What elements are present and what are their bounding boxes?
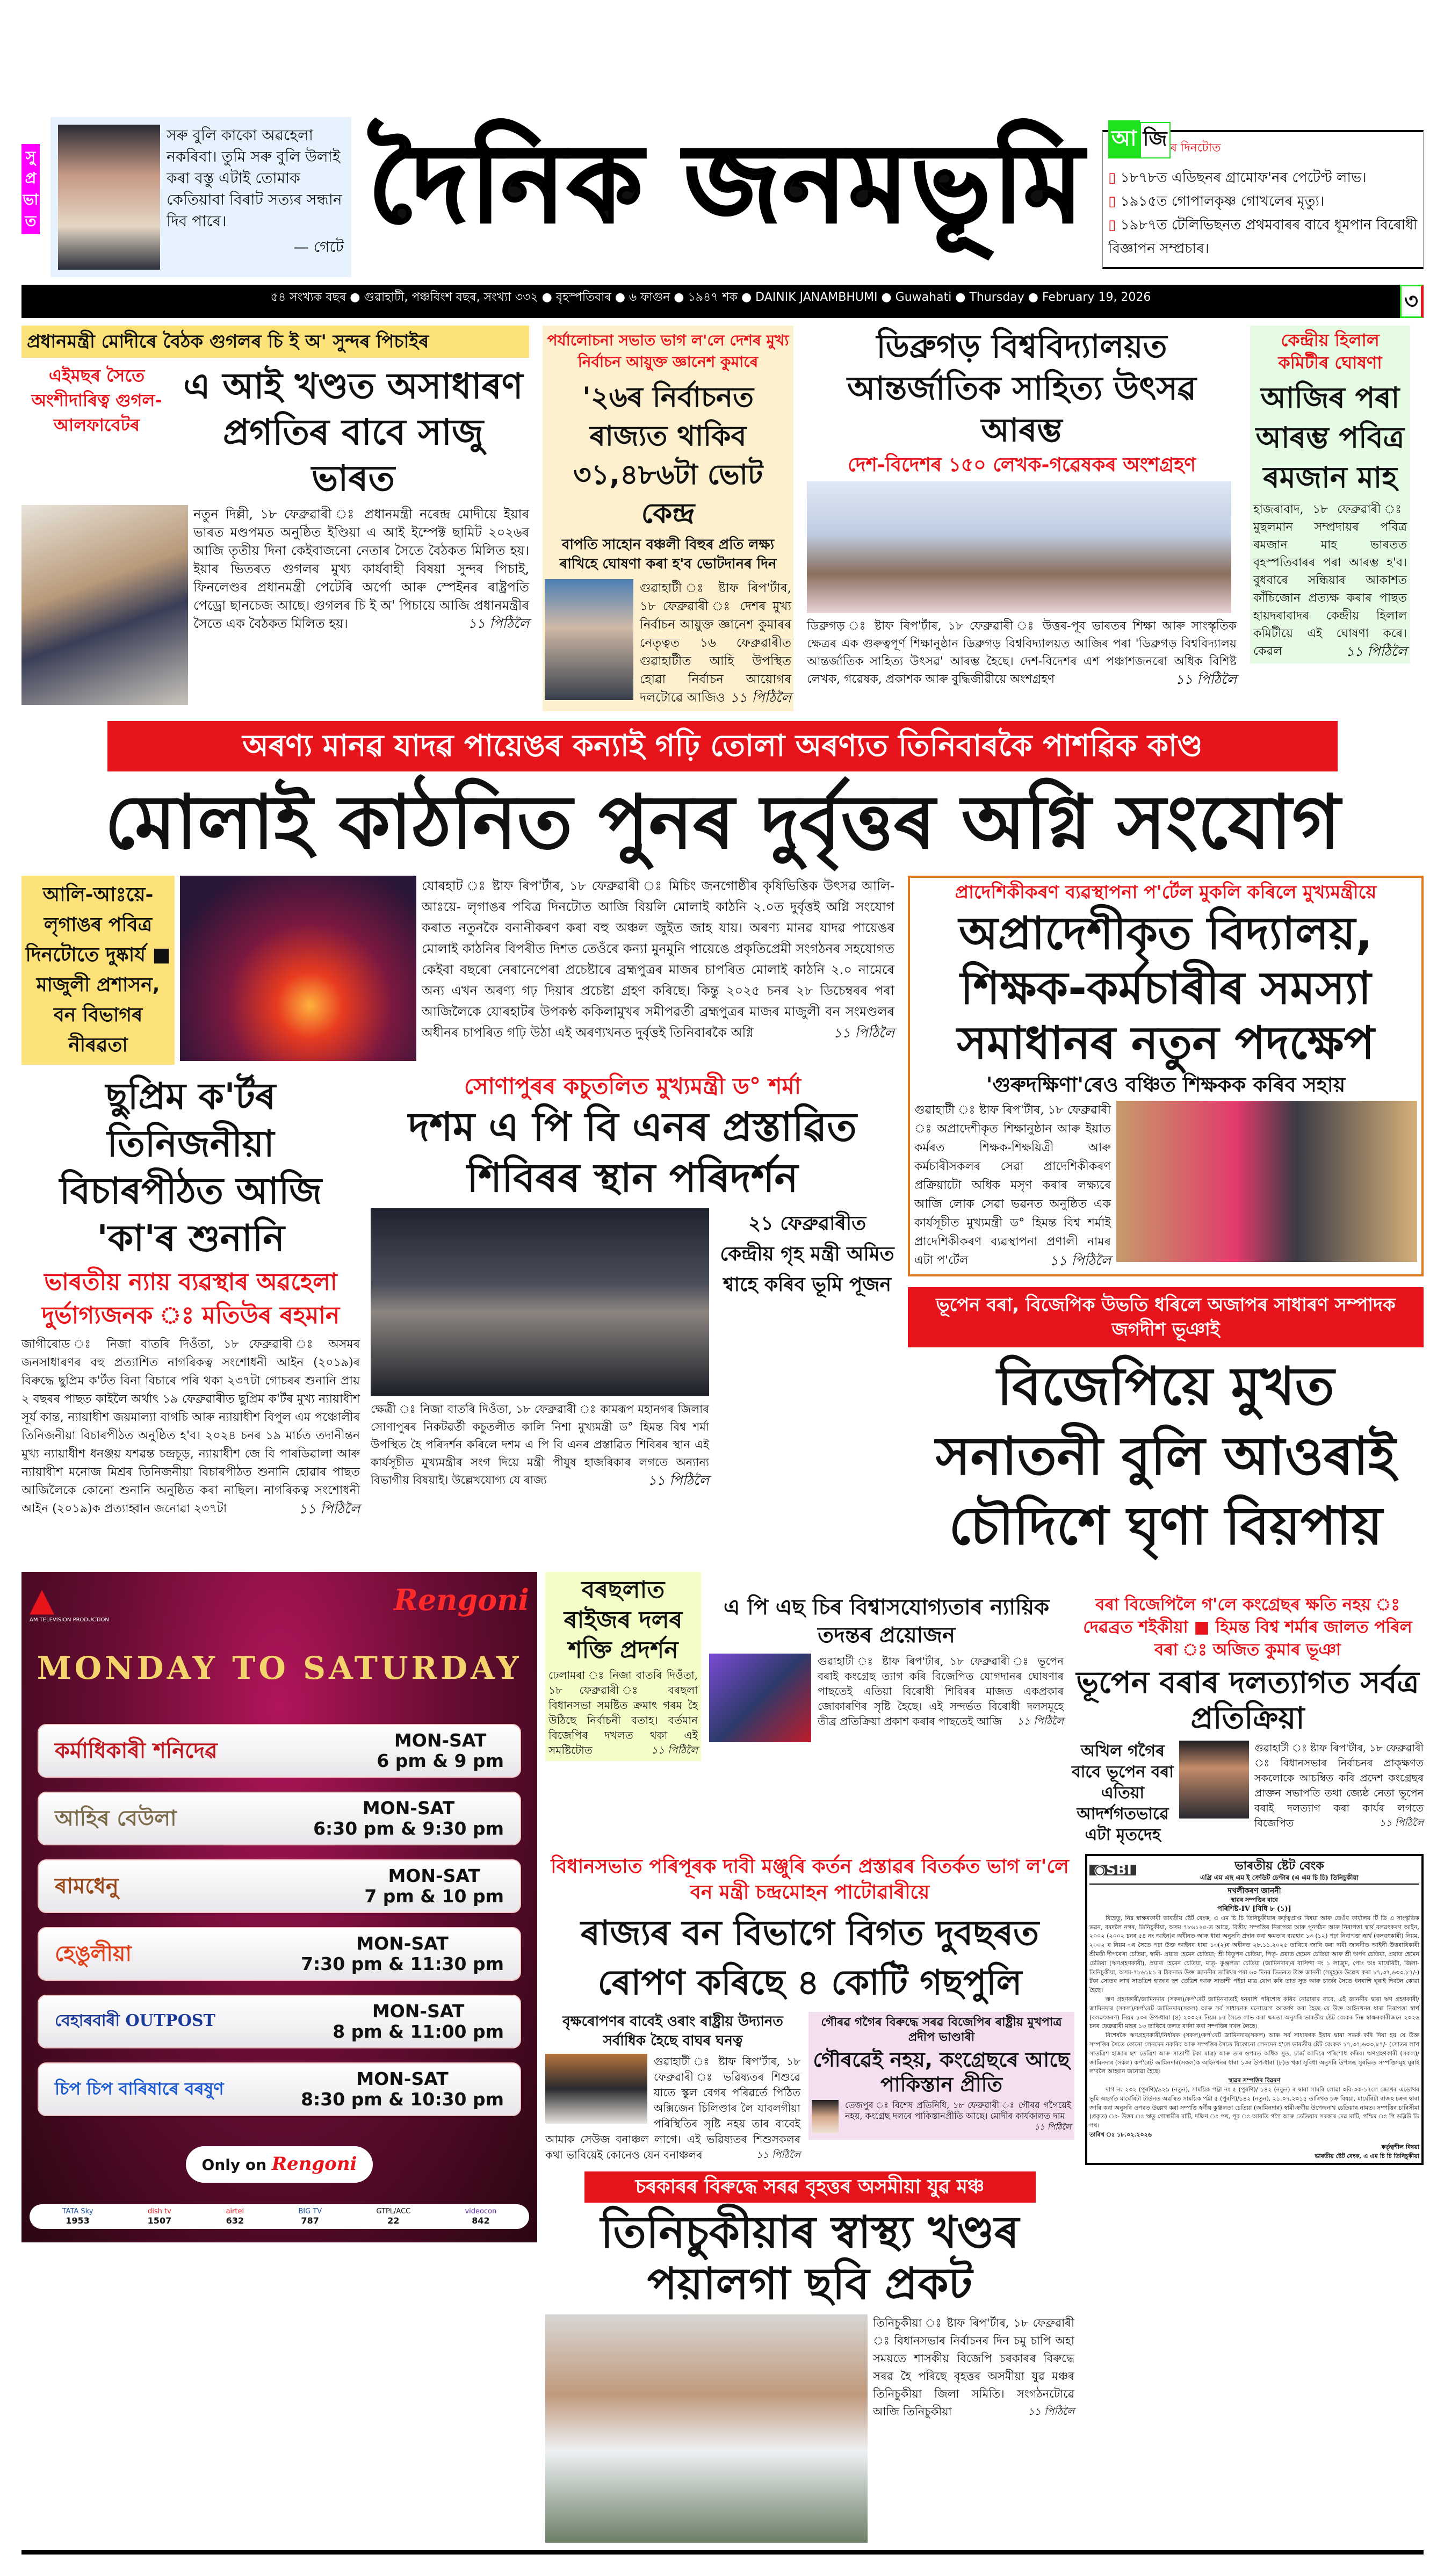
apbn-story <box>371 1073 894 1489</box>
channel <box>298 2207 322 2226</box>
show-logo: চিপ চিপ বাৰিষাৰে বৰষুণ <box>55 2079 224 2099</box>
goethe-portrait <box>58 125 160 270</box>
show-schedule <box>301 2069 504 2110</box>
header <box>21 117 1424 277</box>
apsc-body <box>709 1654 1064 1745</box>
only-on-text: Only on <box>201 2155 267 2174</box>
sbi-branch: এগ্ৰি এম এছ এম ই ক্ৰেডিট চেণ্টাৰ (এ এম চি চি) তিনিচুকীয়া <box>1200 1873 1359 1881</box>
quote-author: — গেটে <box>293 238 344 256</box>
rengoni-ad[interactable] <box>21 1572 537 2242</box>
show-time: 6 pm & 9 pm <box>377 1750 504 1771</box>
continued-link[interactable]: ১১ পিঠিলৈ <box>1017 1715 1064 1727</box>
election-sub: বাপতি সাহোন বঞ্চলী বিহুৰ প্ৰতি লক্ষ্য ৰাখিহে ঘোষণা কৰা হ'ব ভোটদানৰ দিন <box>559 537 777 572</box>
election-kicker: পৰ্যালোচনা সভাত ভাগ ল'লে দেশৰ মুখ্য নিৰ্বাচন আয়ুক্ত জ্ঞানেশ কুমাৰে <box>547 331 789 371</box>
channel <box>376 2207 410 2226</box>
greeting-label <box>21 144 40 234</box>
channel <box>465 2207 496 2226</box>
dibrugarh-body <box>807 617 1237 688</box>
apbn-kicker: সোণাপুৰৰ কচুতলিত মুখ্যমন্ত্ৰী ড° শৰ্মা <box>464 1073 801 1099</box>
notice-para: ঋণ গ্ৰহণকাৰী/জামিনদাৰ (সকল)/কৰ্প'ৰেট জামিনদাতাই ধনৰাশি পৰিশোধ কৰিব নোৱাৰাৰ বাবে, এই জাননীৰ দ্বাৰা ঋণ গ্ৰহণকাৰী/জামিনদাৰ (সকল)/কৰ্প'ৰেট জামিনদাৰ(সকল) আৰু সৰ্ব সাধাৰণক মনোযোগ আকৰ্ষণ কৰা হৈছে যে উক্ত আইনখনৰ ধাৰা নিৰাপত্তা স্বাৰ্থ (বলৱৎকৰণ) নিয়ম ১৩ৰ উপ-ধাৰা (৪) ২০০২ৰ নিয়ম ৮ৰ সৈতে লাভ কৰা ক্ষমতা অনুসৰি ভাৰতীয় ষ্টেট বেংকৰ নিম্ন স্বাক্ষৰকাৰীজনে ২০২৬ চনৰ ফেব্ৰুৱাৰী মাহৰ ১৩ তাৰিখে তলত বৰ্ণনা কৰা সম্পত্তিৰ দখল লৈছে। <box>1089 1995 1419 2030</box>
continued-link[interactable]: ১১ পিঠিলৈ <box>298 1501 360 1517</box>
row-3 <box>21 1572 1424 2543</box>
channel <box>148 2207 172 2226</box>
dibrugarh-story <box>807 326 1237 688</box>
channel <box>226 2207 244 2226</box>
apbn-body-text: ক্ষেত্ৰী ঃ নিজা বাতৰি দিওঁতা, ১৮ ফেব্ৰুৱাৰী ঃ কামৰূপ মহানগৰ জিলাৰ সোণাপুৰৰ নিকটৱৰ্তী কচুতলীত কালি নিশা মুখ্যমন্ত্ৰী ড° হিমন্ত বিশ্ব শৰ্মা উপস্থিত হৈ পৰিদৰ্শন কৰিলে দশম এ পি বি এনৰ প্ৰস্তাৱিত শিবিৰৰ স্থান এই কাৰ্যসূচীত মুখ্যমন্ত্ৰীৰ সংগ দিয়ে মন্ত্ৰী পীযুষ হাজৰিকাৰ লগতে অন্যান্য বিভাগীয় বিষয়াই। উল্লেখযোগ্য যে ৰাজ্য <box>371 1403 709 1487</box>
channel-name: BIG TV <box>298 2207 322 2216</box>
sbi-keyhole-icon: ◉ <box>1094 1861 1106 1878</box>
channel-number: 842 <box>472 2215 490 2226</box>
sbi-notice <box>1085 1854 1424 2166</box>
channel <box>62 2207 93 2226</box>
ramzan-kicker: কেন্দ্ৰীয় হিলাল কমিটীৰ ঘোষণা <box>1278 330 1382 373</box>
bhupen-body-text: গুৱাহাটী ঃ ষ্টাফ ৰিপ'ৰ্টাৰ, ১৮ ফেব্ৰুৱাৰী ঃ বিধানসভাৰ নিৰ্বাচনৰ প্ৰাক্‌ক্ষণত সকলোকে আচম্বিত কৰি প্ৰদেশ কংগ্ৰেছৰ প্ৰাক্তন সভাপতি তথা জ্যেষ্ঠ নেতা ভূপেন বৰাই দলত্যাগ কৰা কাৰ্যৰ লগতে বিজেপিত <box>1254 1742 1424 1829</box>
borchola-body <box>548 1668 698 1758</box>
show-logo: বেহাৰবাৰী OUTPOST <box>55 2011 215 2031</box>
dibrugarh-headline: ডিব্ৰুগড় বিশ্ববিদ্যালয়ত আন্তৰ্জাতিক সাহিত্য উৎসৱ আৰম্ভ <box>847 328 1197 449</box>
forest-kicker: বিধানসভাত পৰিপূৰক দাবী মঞ্জুৰি কৰ্তন প্ৰস্তাৱৰ বিতৰ্কত ভাগ ল'লে বন মন্ত্ৰী চন্দ্ৰমোহন পাটোৱাৰীয়ে <box>551 1855 1069 1903</box>
show-row[interactable] <box>38 1995 521 2048</box>
bhupen-headline: ভূপেন বৰাৰ দলত্যাগত সৰ্বত্ৰ প্ৰতিক্ৰিয়া <box>1076 1665 1419 1736</box>
today-title-a: আ <box>1108 120 1140 158</box>
molai-body-text: যোৰহাট ঃ ষ্টাফ ৰিপ'ৰ্টাৰ, ১৮ ফেব্ৰুৱাৰী ঃ মিচিং জনগোষ্ঠীৰ কৃষিভিত্তিক উৎসৱ আলি-আঃয়ে- লৃগাঙৰ পবিত্ৰ দিনটোত আজি বিয়লি মোলাই কাঠনি ২.০ত দুৰ্বৃত্তই অগ্নি সংযোগ কৰাত নতুনকৈ বনানীকৰণ কৰা বহু অঞ্চল জুইত জাহ যায়। অৰণ্য মানৱ যাদৱ পায়েঙৰ মোলাই কাঠনিৰ বিপৰীত দিশত তেওঁৰে কন্যা মুনমুনি পায়েঙে প্ৰকৃতিপ্ৰেমী সংগঠনৰ সহযোগত কেইবা বছৰো নেৰানেপেৰা প্ৰচেষ্টাৰে ব্ৰহ্মপুত্ৰৰ মাজৰ চাপৰিত মোলাই কাঠনি ২.০ নামেৰে অন্য এখন অৰণ্য গঢ় দিয়াৰ প্ৰচেষ্টা গ্ৰহণ কৰিছে। কিন্তু ২০২৫ চনৰ ২৮ ডিচেম্বৰৰ পৰা আজিলৈকে যোৰহাটৰ উপকণ্ঠ ককিলামুখৰ সমীপৱৰ্তী ব্ৰহ্মপুত্ৰৰ মাজৰ মাজুলী বন সংমণ্ডলৰ অধীনৰ চাপৰিত গঢ়ি উঠা এই অৰণ্যখনত দুৰ্বৃত্তই তিনিবাৰকৈ অগ্নি <box>422 878 894 1040</box>
continued-link[interactable]: ১১ পিঠিলৈ <box>1028 2405 1074 2418</box>
forest-body <box>545 2054 800 2163</box>
dibrugarh-body-text: ডিব্ৰুগড় ঃ ষ্টাফ ৰিপ'ৰ্টাৰ, ১৮ ফেব্ৰুৱাৰী ঃ উত্তৰ-পূব ভাৰতৰ শিক্ষা আৰু সাংস্কৃতিক ক্ষেত্ৰৰ এক গুৰুত্বপূৰ্ণ শিক্ষানুষ্ঠান ডিব্ৰুগড় বিশ্ববিদ্যালয়ত আজিৰ পৰা 'ডিব্ৰুগড় বিশ্ববিদ্যালয় আন্তৰ্জাতিক সাহিত্য উৎসৱ' আৰম্ভ হৈছে। দেশ-বিদেশৰ এশ পঞ্চাশজনৰো অধিক বিশিষ্ট লেখক, গৱেষক, প্ৰকাশক আৰু বুদ্ধিজীৱীয়ে অংশগ্ৰহণ <box>807 619 1237 687</box>
today-item <box>1108 213 1418 261</box>
show-row[interactable] <box>38 2062 521 2116</box>
show-schedule <box>377 1730 504 1771</box>
today-item <box>1108 190 1418 213</box>
continued-link[interactable]: ১১ পিঠিলৈ <box>647 1473 709 1489</box>
row-2 <box>21 876 1424 1561</box>
bullet-icon: ▯ <box>1108 193 1121 210</box>
show-time: 6:30 pm & 9:30 pm <box>313 1817 504 1839</box>
ai-body <box>193 505 529 633</box>
pms-body-text: গুৱাহাটী ঃ ষ্টাফ ৰিপ'ৰ্টাৰ, ১৮ ফেব্ৰুৱাৰী ঃ অপ্ৰাদেশীকৃত শিক্ষানুষ্ঠান আৰু ইয়াত কৰ্মৰত শিক্ষক-শিক্ষয়িত্ৰী আৰু কৰ্মচাৰীসকলৰ সেৱা প্ৰাদেশিকীকৰণ প্ৰক্ৰিয়াটো অধিক মসৃণ কৰাৰ লক্ষ্যৰে আজি লোক সেৱা ভৱনত অনুষ্ঠিত এক কাৰ্যসূচীত মুখ্যমন্ত্ৰী ড° হিমন্ত বিশ্ব শৰ্মাই প্ৰাদেশিকীকৰণ ব্যৱস্থাপনা প্ৰণালী নামৰ এটা প'ৰ্টেল <box>914 1103 1111 1267</box>
signatory-title: কৰ্তৃত্বশীল বিষয়া <box>1381 2143 1419 2151</box>
borchola-headline: বৰছলাত ৰাইজৰ দলৰ শক্তি প্ৰদৰ্শন <box>564 1576 683 1664</box>
sc-sub: ভাৰতীয় ন্যায় ব্যৱস্থাৰ অৱহেলা দুৰ্ভাগ্যজনক ঃ মতিউৰ ৰহমান <box>41 1268 340 1329</box>
show-time: 8:30 pm & 10:30 pm <box>301 2088 504 2110</box>
election-body-text: গুৱাহাটী ঃ ষ্টাফ ৰিপ'ৰ্টাৰ, ১৮ ফেব্ৰুৱাৰী ঃ দেশৰ মুখ্য নিৰ্বাচন আয়ুক্ত জ্ঞানেশ কুমাৰৰ নেতৃত্বত ১৬ ফেব্ৰুৱাৰীত গুৱাহাটীত আহি উপস্থিত হোৱা নিৰ্বাচন আয়োগৰ দলটোৱে আজিও <box>640 581 791 705</box>
property-description: দাগ নং ২৩২ (পুৰণি)/৯২৯ (নতুন), সাময়িক পট্টা নং ৫ (পুৰণি)/ ১৪২ (নতুন) ৰ দ্বাৰা সামৰি লোৱা ০বি-৩ক-১৭লে জোখৰ এডোখৰ ভূমি অন্তৰ্গত মাৰ্ঘেৰিটা টাউনত অৱস্থিত সাময়িক পট্টা ৫ (পুৰণি)/১৪২ (নতুন), ২১.০৭.২০১৫ তাৰিখত চক্ৰ বিষয়া, মাৰ্ঘেৰিটা ৰাজহ চক্ৰৰ দ্বাৰা জাৰি কৰা অনুসৰি ওপৰত উল্লেখ কৰা সম্পত্তি স্বৰ্গীয় কুঞ্জলতা চেতিয়া (জামিনদাৰ) স্বামী-স্বৰ্গীয় উপেন্দ্ৰনাথ চেতিয়াৰ নামত। সম্পত্তিৰ চাৰিসীমা (প্ৰকৃত) ঃ- উত্তৰ ঃ ঋতু গোস্বামীৰ মাটি, দক্ষিণ ঃ পথ, পূব ঃ আৰতি গগৈ আৰু তেতিয়াৰ সৰকাৰ দেৱ মাটি, পশ্চিম ঃ পি ডব্লিউ ডি পথ। <box>1089 2086 1419 2130</box>
continued-link[interactable]: ১১ পিঠিলৈ <box>1379 1817 1424 1829</box>
ad-title: MONDAY TO SATURDAY <box>37 1649 522 1686</box>
channel-number: 22 <box>387 2215 400 2226</box>
show-days: MON-SAT <box>356 1932 449 1954</box>
ramzan-body-text: হাজৰাবাদ, ১৮ ফেব্ৰুৱাৰী ঃ মুছলমান সম্প্ৰদায়ৰ পবিত্ৰ ৰমজান মাহ ভাৰতত বৃহস্পতিবাৰৰ পৰা আৰম্ভ হ'ব। বুধবাৰে সন্ধিয়াৰ আকাশত কাঁচিজোন প্ৰত্যক্ষ কৰাৰ পাছত হায়দৰাবাদৰ কেন্দ্ৰীয় হিলাল কমিটীয়ে এই ঘোষণা কৰে। কেৱল <box>1253 503 1407 658</box>
sbi-logo-text: SBI <box>1106 1861 1132 1878</box>
sc-story <box>21 1073 360 1518</box>
gaurav-headline: গৌৰৱেই নহয়, কংগ্ৰেছৰে আছে পাকিস্তান প্ৰীতি <box>813 2047 1070 2096</box>
pms-box <box>908 876 1424 1276</box>
show-row[interactable] <box>38 1792 521 1845</box>
producer-name: AM TELEVISION PRODUCTION <box>30 1617 109 1623</box>
show-schedule <box>333 2001 504 2042</box>
channel-name: airtel <box>226 2207 244 2216</box>
sbi-logo <box>1089 1861 1136 1878</box>
molai-side: আলি-আঃয়ে-লৃগাঙৰ পবিত্ৰ দিনটোতে দুষ্কাৰ্য ■ মাজুলী প্ৰশাসন, বন বিভাগৰ নীৰৱতা <box>21 876 175 1065</box>
today-item-text: ১৮৭৮ত এডিছনৰ গ্ৰামোফ'নৰ পেটেণ্ট লাভ। <box>1120 170 1367 186</box>
bjp-headline: বিজেপিয়ে মুখত সনাতনী বুলি আওৰাই চৌদিশে ঘৃণা বিয়পায় <box>935 1355 1396 1557</box>
apsc-headline: এ পি এছ চিৰ বিশ্বাসযোগ্যতাৰ ন্যায়িক তদন্তৰ প্ৰয়োজন <box>723 1594 1050 1648</box>
bullet-icon: ▯ <box>1108 170 1121 186</box>
gaurav-kicker: গৌৰৱ গগৈৰ বিৰুদ্ধে সৰৱ বিজেপিৰ ৰাষ্ট্ৰীয় মুখপাত্ৰ প্ৰদীপ ভাণ্ডাৰী <box>821 2015 1062 2044</box>
channel-number: 787 <box>301 2215 319 2226</box>
ramzan-body <box>1253 501 1407 660</box>
channel-number: 1507 <box>147 2215 172 2226</box>
notice-sub: স্থাৱৰ সম্পত্তিৰ বাবে <box>1231 1896 1278 1904</box>
signatory-org: ভাৰতীয় ষ্টেট বেংক, এ এম চি চি তিনিচুকীয়া <box>1315 2152 1419 2160</box>
ramzan-column <box>1250 326 1410 663</box>
show-days: MON-SAT <box>356 2068 449 2089</box>
channel-name: GTPL/ACC <box>376 2207 411 2216</box>
ai-story <box>21 326 529 705</box>
rengoni-logo: Rengoni <box>393 1582 529 1617</box>
show-schedule <box>313 1798 504 1839</box>
notice-para: বিশেষকৈ ঋণগ্ৰহণকাৰী/নিৰ্ধাৰক (সকল)/কৰ্প'ৰেট জামিনদাৰ(সকল) আৰু সৰ্ব সাধাৰণক ইয়াৰ দ্বাৰা সতৰ্ক কৰি দিয়া হয় যে উক্ত সম্পত্তিৰ সৈতে কোনো লেনদেন নকৰিব আৰু সম্পত্তিৰ সৈতে যিকোনো লেনদেন হ'লে ভাৰতীয় ষ্টেট বেংকক ১৭,৩৭,৬৩৩.৮৭/- (সোতৰ লাখ সাতত্ৰিশ হাজাৰ ছশ তেত্ৰিশ আৰু সাতাশী টকা মাত্ৰ) আৰু তাৰ ওপৰত অধিক সুত, চাৰ্জ আদিৰে পৰিশোধ কৰিব। ঋণগ্ৰহণকাৰী (সকল)/জামিনদাৰ (সকল) কৰ্প'ৰেট জামিনদাৰ(সকল)ক আইনখনৰ ধাৰা ১৩ৰ উপ-ধাৰা (৮)ত থকা সুবিধা অনুসৰি উপলব্ধ সুৰক্ষিত সম্পত্তিসমূহ ঘূৰাই ল'বলৈ আহ্বান জনোৱা হৈছে। <box>1089 2032 1419 2075</box>
am-production-logo: ▲ <box>30 1581 55 1619</box>
dateline-row <box>21 285 1424 318</box>
show-days: MON-SAT <box>394 1729 487 1751</box>
dateline-text: ৫৪ সংখ্যক বছৰ ● গুৱাহাটী, পঞ্চবিংশ বছৰ, সংখ্যা ৩৩২ ● বৃহস্পতিবাৰ ● ৬ ফাগুন ● ১৯৪৭ শক ● DAINIK JANAMBHUMI ● Guwahati ● Thursday ● February 19, 2026 <box>270 291 1151 304</box>
sc-headline: ছুপ্ৰিম ক'ৰ্টৰ তিনিজনীয়া বিচাৰপীঠত আজি 'কা'ৰ শুনানি <box>59 1076 322 1260</box>
show-time: 7:30 pm & 11:30 pm <box>301 1953 504 1974</box>
quote-box <box>50 117 351 277</box>
channel-number: 632 <box>226 2215 244 2226</box>
today-item-text: ১৯৮৭ত টেলিভিছনত প্ৰথমবাৰৰ বাবে ধূমপান বিৰোধী বিজ্ঞাপন সম্প্ৰচাৰ। <box>1108 217 1418 257</box>
tinsukia-banner: চৰকাৰৰ বিৰুদ্ধে সৰৱ বৃহত্তৰ অসমীয়া যুৱ মঞ্চ <box>584 2171 1036 2203</box>
youth-forum-photo <box>545 2314 868 2543</box>
tinsukia-body-text: তিনিচুকীয়া ঃ ষ্টাফ ৰিপ'ৰ্টাৰ, ১৮ ফেব্ৰুৱাৰী ঃ বিধানসভাৰ নিৰ্বাচনৰ দিন চমু চাপি অহা সময়তে শাসকীয় বিজেপি চৰকাৰৰ বিৰুদ্ধে সৰৱ হৈ পৰিছে বৃহত্তৰ অসমীয়া যুৱ মঞ্চৰ তিনিচুকীয়া জিলা সমিতি। সংগঠনটোৱে আজি তিনিচুকীয়া <box>873 2316 1074 2418</box>
show-schedule <box>301 1933 504 1974</box>
show-time: 8 pm & 11:00 pm <box>333 2021 504 2042</box>
greeting-text: সু প্ৰ ভা ত <box>23 148 39 230</box>
pms-body <box>914 1101 1111 1270</box>
today-item <box>1108 166 1418 190</box>
forest-headline: ৰাজ্যৰ বন বিভাগে বিগত দুবছৰত ৰোপণ কৰিছে ৪ কোটি গছপুলি <box>580 1913 1039 2003</box>
tinsukia-body <box>873 2314 1074 2421</box>
row-1 <box>21 326 1424 711</box>
bullet-icon: ▯ <box>1108 217 1121 233</box>
molai-body <box>422 876 894 1043</box>
show-logo: হেঙুলীয়া <box>55 1940 132 1966</box>
today-title-b: জি <box>1140 122 1171 158</box>
cm-site-visit-photo <box>371 1208 709 1396</box>
forest-fire-photo <box>180 876 416 1061</box>
continued-link[interactable]: ১১ পিঠিলৈ <box>651 1744 698 1756</box>
pichai-modi-photo <box>21 505 188 705</box>
ramzan-headline: আজিৰ পৰা আৰম্ভ পবিত্ৰ ৰমজান মাহ <box>1255 381 1405 494</box>
continued-link[interactable]: ১১ পিঠিলৈ <box>1049 1252 1111 1268</box>
akhil-gogoi-photo <box>1179 1741 1249 1819</box>
ai-kicker: প্ৰধানমন্ত্ৰী মোদীৰে বৈঠক গুগলৰ চি ই অ' সুন্দৰ পিচাইৰ <box>21 326 529 358</box>
election-body <box>545 579 791 707</box>
apsc-story <box>709 1572 1064 1745</box>
channel-number: 1953 <box>66 2215 90 2226</box>
continued-link[interactable]: ১১ পিঠিলৈ <box>1175 672 1237 688</box>
molai-headline: মোলাই কাঠনিত পুনৰ দুৰ্বৃত্তৰ অগ্নি সংযোগ <box>104 779 1341 865</box>
bjp-kicker: ভূপেন বৰা, বিজেপিক উভতি ধৰিলে অজাপৰ সাধাৰণ সম্পাদক জগদীশ ভূঞাই <box>908 1287 1424 1347</box>
show-schedule <box>364 1866 504 1907</box>
today-item-text: ১৯১৫ত গোপালকৃষ্ণ গোখলেৰ মৃত্যু। <box>1120 193 1325 210</box>
election-column <box>543 326 793 711</box>
continued-link[interactable]: ১১ পিঠিলৈ <box>833 1025 894 1041</box>
forest-sub: বৃক্ষৰোপণৰ বাবেই ওৰাং ৰাষ্ট্ৰীয় উদ্যানত সৰ্বাধিক হৈছে বাঘৰ ঘনত্ব <box>562 2013 783 2049</box>
bhupen-side: অখিল গগৈৰ বাবে ভূপেন বৰা এতিয়া আদৰ্শগতভাৱে এটা মৃতদেহ <box>1072 1741 1174 1844</box>
channel-strip <box>30 2204 529 2229</box>
show-logo: কৰ্মাধিকাৰী শনিদেৱ <box>55 1737 218 1763</box>
cm-portal-launch-photo <box>1116 1101 1417 1262</box>
sc-body <box>21 1336 360 1518</box>
only-on-badge <box>186 2146 373 2183</box>
sbi-title: ভাৰতীয় ষ্টেট বেংক <box>1234 1858 1324 1873</box>
apbn-headline: দশম এ পি বি এনৰ প্ৰস্তাৱিত শিবিৰৰ স্থান পৰিদৰ্শন <box>408 1104 857 1202</box>
bhupen-story <box>1072 1572 1424 1845</box>
gaurav-box <box>808 2012 1074 2140</box>
press-conference-photo <box>709 1654 811 1742</box>
tinsukia-headline: তিনিচুকীয়াৰ স্বাস্থ্য খণ্ডৰ পয়ালগা ছবি প্ৰকট <box>600 2206 1020 2310</box>
show-row[interactable] <box>38 1927 521 1981</box>
today-box <box>1102 126 1424 269</box>
continued-link[interactable]: ১১ পিঠিলৈ <box>467 616 529 631</box>
show-days: MON-SAT <box>372 2000 465 2022</box>
channel-name: TATA Sky <box>62 2207 93 2216</box>
today-title <box>1108 120 1418 158</box>
notice-para: যিহেতু, নিম্ন স্বাক্ষৰকাৰী ভাৰতীয় ষ্টেট বেংক, এ এম চি চি তিনিচুকীয়াৰ কৰ্তৃত্বপ্ৰাপ্ত বিষয়া আৰু তেওঁৰ কাৰ্যালয় টি ডি এ সাংস্কৃতিক ভৱন, বৰদলৈ নগৰ, তিনিচুকীয়া, অসম ৭৮৬১২৫-ত আছে, বিত্তীয় সম্পত্তিৰ নিৰাপত্তা আৰু পুনৰ্গঠন আৰু নিৰাপত্তা স্বাৰ্থ বলৱৎকৰণ আইন, ২০০২ (২০০২ চনৰ ৫৪ নং আইন)ৰ অধীনত আৰু ধাৰা অনুসৰি প্ৰদান কৰা ক্ষমতাৰ ব্যৱহাৰ ১৩ (১২) পঢ়া নিৰাপত্তা স্বাৰ্থ (বলৱৎকাৰী) নিয়ম, ২০০২ ৰ নিয়ম ৩ৰ সৈতে পঢ়া উক্ত আইনৰ ধাৰা ১৩(২)ৰ অধীনত ২৮.১১.২০২৫ তাৰিখে জাৰি কৰা দাবী জাননীত আইনী উত্তৰাধিকাৰী শ্ৰীমতী দীপৰেখা চেতিয়া, স্বামী- প্ৰয়াত হেমেন চেতিয়া; শ্ৰী বিতুপন চেতিয়া, পিতৃ- প্ৰয়াত হেমেন চেতিয়া আৰু শ্ৰী অৰ্পণ চেতিয়া, প্ৰয়াত হেমেন চেতিয়া (ঋণগ্ৰহণকাৰী), প্ৰয়াত হেমেন চেতিয়া, মাতৃ- কুঞ্জলতা চেতিয়া (জামিনদাৰ)ৰ বাসিন্দা নং ১ লাজুম, পোঃ অঃ মাৰ্ঘেৰিটা, জিলা- তিনিচুকীয়া, অসম-৭৮৬১৮১ ৰ ঠিকনাত উক্ত জাননীৰ তাৰিখৰ পৰা ৬০ দিনৰ ভিতৰত উক্ত জাননী (সমূহ)ত উল্লেখ কৰা ১৭,৩৭,৬৩৩.৮৭/-) টকা সোতৰ লাখ সাতত্ৰিশ হাজাৰ ছশ তেত্ৰিশ আৰু সাতাশী পইচা মাত্ৰ যোগ কৰি তাত সুত আৰু চাৰ্জৰ সৈতে ধনৰাশি ঘূৰাই দিবলৈ কোৱা হৈছে। <box>1089 1914 1419 1994</box>
show-logo: আহিৰ বেউলা <box>55 1805 177 1831</box>
channel-name: videocon <box>465 2207 497 2216</box>
pradeep-bhandari-photo <box>812 2100 839 2133</box>
notice-date: তাৰিখ ঃ ১৮.০২.২০২৬ <box>1089 2131 1152 2138</box>
ai-body-text: নতুন দিল্লী, ১৮ ফেব্ৰুৱাৰী ঃ প্ৰধানমন্ত্ৰী নৰেন্দ্ৰ মোদীয়ে ইয়াৰ ভাৰত মণ্ডপমত অনুষ্ঠিত ইণ্ডিয়া এ আই ইম্পেক্ট ছামিট ২০২৬ৰ আজি তৃতীয় দিনা কেইবাজনো নেতাৰ সৈতে বৈঠকত মিলিত হয়। ইয়াৰ ভিতৰত গুগলৰ মুখ্য কাৰ্যবাহী বিষয়া সুন্দৰ পিচাই, ফিনলেণ্ডৰ প্ৰধানমন্ত্ৰী পেটেৰি অৰ্পো আৰু স্পেইনৰ ৰাষ্ট্ৰপতি পেড্ৰো ছানচেজ আছে। গুগলৰ চি ই অ' পিচায়ে আজি প্ৰধানমন্ত্ৰীৰ সৈতে এক বৈঠকত মিলিত হয়। <box>193 507 529 631</box>
apbn-body <box>371 1401 709 1489</box>
borchola-body-text: ঢেলামৰা ঃ নিজা বাতৰি দিওঁতা, ১৮ ফেব্ৰুৱাৰী ঃ বৰছলা বিধানসভা সমষ্টিত ক্ৰমাৎ গৰম হৈ উঠিছে নিৰ্বাচনী বতাহ। বৰ্তমান বিজেপিৰ দখলত থকা এই সমষ্টিটোত <box>548 1668 698 1757</box>
property-title: স্থাৱৰ সম্পত্তিৰ বিৱৰণ <box>1228 2077 1281 2084</box>
continued-link[interactable]: ১১ পিঠিলৈ <box>756 2149 800 2161</box>
forest-minister-photo <box>545 2054 647 2124</box>
literature-festival-photo <box>807 481 1231 613</box>
borchola-box <box>545 1572 701 1761</box>
gaurav-body <box>812 2100 1071 2137</box>
continued-link[interactable]: ১১ পিঠিলৈ <box>1034 2122 1071 2132</box>
gaurav-body-text: তেজপুৰ ঃ বিশেষ প্ৰতিনিধি, ১৮ ফেব্ৰুৱাৰী ঃ গৌৰৱ গগৈয়েই নহয়, কংগ্ৰেছ দলৰে পাকিস্তানপ্ৰীতি আছে। মোদীৰ কাৰ্যকালত দাম <box>845 2099 1071 2121</box>
continued-link[interactable]: ১১ পিঠিলৈ <box>1345 644 1407 659</box>
sc-body-text: জাগীৰোড ঃ নিজা বাতৰি দিওঁতা, ১৮ ফেব্ৰুৱাৰী ঃ অসমৰ জনসাধাৰণৰ বহু প্ৰত্যাশিত নাগৰিকত্ব সংশোধনী আইন (২০১৯)ৰ বিৰুদ্ধে ছুপ্ৰিম ক'ৰ্টত বিনা বিচাৰে পৰি থকা ২৩৭টা গোচৰৰ শুনানি প্ৰায় ২ বছৰৰ পাছত কাইলৈ অৰ্থাৎ ১৯ ফেব্ৰুৱাৰীত ছুপ্ৰিম ক'ৰ্টৰ মুখ্য ন্যায়াধীশ সূৰ্য কান্ত, ন্যায়াধীশ জয়মাল্যা বাগচি আৰু ন্যায়াধীশ বিপুল এম পঞ্চোলীৰ তিনিজনীয়া বিচাৰপীঠত অনুষ্ঠিত হ'ব। ২০২৪ চনৰ ১৯ মাৰ্চত তদানীন্তন মুখ্য ন্যায়াধীশ ধনঞ্জয় যশৱন্ত চন্দ্ৰচূড়, ন্যায়াধীশ জে বি পাৰডিৱালা আৰু ন্যায়াধীশ মনোজ মিশ্ৰৰ তিনিজনীয়া বিচাৰপীঠত শুনানি হোৱাৰ পাছত আজিলৈকে কোনো শুনানি অনুষ্ঠিত কৰা নাছিল। নাগৰিকত্ব সংশোধনী আইন (২০১৯)ক প্ৰত্যাহ্বান জনোৱা ২৩৭টা <box>21 1338 360 1516</box>
notice-ref: পৰিশিষ্ট-IV [বিধি ৮ (১)] <box>1217 1905 1291 1914</box>
cec-photo <box>545 579 633 700</box>
today-title-c: ৰ দিনটোত <box>1170 141 1221 155</box>
masthead: দৈনিক জনমভূমি <box>368 121 1086 247</box>
show-logo: ৰামধেনু <box>55 1873 119 1899</box>
forest-body-text: গুৱাহাটী ঃ ষ্টাফ ৰিপ'ৰ্টাৰ, ১৮ ফেব্ৰুৱাৰী ঃ ভৱিষ্যতৰ শিশুৱে যাতে স্কুল বেগৰ পৰিৱৰ্তে পিঠিত অক্সিজেন চিলিণ্ডাৰ লৈ যাবলগীয়া পৰিস্থিতিৰ সৃষ্টি নহয় তাৰ বাবেই আমাক সেউজ বনাঞ্চল লাগে। এই ভৱিষ্যতৰ শিশুসকলৰ কথা ভাবিয়েই কোনেও যেন বনাঞ্চলৰ <box>545 2054 800 2161</box>
footer-rule <box>21 2550 1424 2555</box>
show-time: 7 pm & 10 pm <box>364 1885 504 1907</box>
show-days: MON-SAT <box>362 1797 455 1819</box>
ai-side-kicker: এইমছৰ সৈতে অংশীদাৰিত্ব গুগল-আলফাবেটৰ <box>31 365 162 435</box>
dateline-bar <box>21 285 1400 318</box>
show-row[interactable] <box>38 1859 521 1913</box>
continued-link[interactable]: ১১ পিঠিলৈ <box>730 690 791 705</box>
pms-kicker: প্ৰাদেশিকীকৰণ ব্যৱস্থাপনা প'ৰ্টেল মুকলি কৰিলে মুখ্যমন্ত্ৰীয়ে <box>955 882 1377 903</box>
dibrugarh-sub: দেশ-বিদেশৰ ১৫০ লেখক-গৱেষকৰ অংশগ্ৰহণ <box>847 454 1196 476</box>
page-number: ৩ <box>1400 285 1424 318</box>
show-days: MON-SAT <box>388 1865 480 1886</box>
channel-name: dish tv <box>148 2207 171 2216</box>
show-row[interactable] <box>38 1724 521 1778</box>
quote-text: সৰু বুলি কাকো অৱহেলা নকৰিবা। তুমি সৰু বুলি উলাই কৰা বস্তু এটাই তোমাক কেতিয়াবা বিৰাট সত্যৰ সন্ধান দিব পাৰে। <box>167 126 342 230</box>
pms-sub: 'গুৰুদক্ষিণা'ৰেও বঞ্চিত শিক্ষকক কৰিব সহায় <box>986 1073 1346 1097</box>
apbn-side: ২১ ফেব্ৰুৱাৰীত কেন্দ্ৰীয় গৃহ মন্ত্ৰী অমিত শ্বাহে কৰিব ভূমি পূজন <box>720 1213 894 1296</box>
ai-headline: এ আই খণ্ডত অসাধাৰণ প্ৰগতিৰ বাবে সাজু ভাৰত <box>183 365 523 499</box>
notice-title: দখলীকৰণ জাননী <box>1227 1887 1281 1896</box>
bhupen-kicker: বৰা বিজেপিলৈ গ'লে কংগ্ৰেছৰ ক্ষতি নহয় ঃ দেৱব্ৰত শইকীয়া ■ হিমন্ত বিশ্ব শৰ্মাৰ জালত পৰিল বৰা ঃ অজিত কুমাৰ ভূঞা <box>1083 1594 1412 1659</box>
election-headline: '২৬ৰ নিৰ্বাচনত ৰাজ্যত থাকিব ৩১,৪৮৬টা ভোট কেন্দ্ৰ <box>573 381 763 530</box>
top-red-banner: অৰণ্য মানৱ যাদৱ পায়েঙৰ কন্যাই গঢ়ি তোলা অৰণ্যত তিনিবাৰকৈ পাশৱিক কাণ্ড <box>107 721 1338 771</box>
apsc-body-text: গুৱাহাটী ঃ ষ্টাফ ৰিপ'ৰ্টাৰ, ১৮ ফেব্ৰুৱাৰী ঃ ভূপেন বৰাই কংগ্ৰেছ ত্যাগ কৰি বিজেপিত যোগদানৰ ঘোষণাৰ পাছতেই এতিয়া বিৰোধী শিবিৰৰ মাজত একপ্ৰকাৰ জোকাৰণিৰ সৃষ্টি হৈছে। এই সন্দৰ্ভত বিৰোধী দলসমূহে তীব্ৰ প্ৰতিক্ৰিয়া প্ৰকাশ কৰাৰ পাছতেই আজি <box>818 1654 1064 1728</box>
pms-headline: অপ্ৰাদেশীকৃত বিদ্যালয়, শিক্ষক-কৰ্মচাৰীৰ সমস্যা সমাধানৰ নতুন পদক্ষেপ <box>957 907 1375 1070</box>
rengoni-logo: Rengoni <box>271 2153 357 2175</box>
bhupen-body <box>1254 1741 1424 1831</box>
